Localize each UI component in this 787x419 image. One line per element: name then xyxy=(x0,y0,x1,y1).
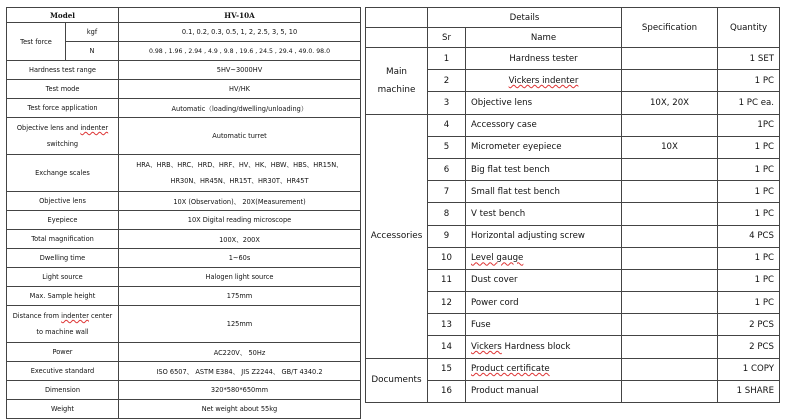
table-row xyxy=(366,247,780,269)
header-blank-cell xyxy=(366,28,428,48)
spec-value: 320*580*650mm xyxy=(119,381,361,400)
table-row xyxy=(366,136,780,158)
spec-value: AC220V、 50Hz xyxy=(119,343,361,362)
spec-row xyxy=(7,306,361,343)
item-qty: 1 PC xyxy=(718,269,780,291)
item-qty: 4 PCS xyxy=(718,225,780,247)
item-spec xyxy=(622,48,718,70)
item-spec: 10X, 20X xyxy=(622,92,718,114)
item-name: Objective lens xyxy=(466,92,622,114)
item-qty: 2 PCS xyxy=(718,336,780,358)
table-row xyxy=(366,158,780,180)
item-name-underlined: Vickers xyxy=(471,342,502,353)
spec-row xyxy=(7,211,361,230)
item-sr: 4 xyxy=(428,114,466,136)
sr-header: Sr xyxy=(428,28,466,48)
spec-label: Exchange scales xyxy=(7,155,119,192)
item-name: Product manual xyxy=(466,380,622,402)
item-qty: 1 PC xyxy=(718,247,780,269)
table-row xyxy=(366,358,780,380)
spec-label: Total magnification xyxy=(7,230,119,249)
item-spec xyxy=(622,225,718,247)
item-name-text: Vickers indenter xyxy=(508,75,579,86)
specification-header: Specification xyxy=(622,8,718,48)
item-sr: 3 xyxy=(428,92,466,114)
item-sr: 13 xyxy=(428,314,466,336)
item-qty: 1 PC xyxy=(718,158,780,180)
item-spec xyxy=(622,292,718,314)
table-row xyxy=(366,380,780,402)
item-spec xyxy=(622,358,718,380)
spec-value: Automatic（loading/dwelling/unloading） xyxy=(119,99,361,118)
spec-label-part: Objective lens and xyxy=(16,124,79,132)
spec-value: HV/HK xyxy=(119,80,361,99)
spec-label: Light source xyxy=(7,268,119,287)
quantity-header: Quantity xyxy=(718,8,780,48)
item-spec xyxy=(622,314,718,336)
item-name: Hardness tester xyxy=(466,48,622,70)
table-row xyxy=(366,292,780,314)
spec-header-row xyxy=(7,8,361,23)
table-row xyxy=(366,181,780,203)
item-qty: 1 PC ea. xyxy=(718,92,780,114)
spec-value: Halogen light source xyxy=(119,268,361,287)
spec-value: 175mm xyxy=(119,287,361,306)
section-documents: Documents xyxy=(366,358,428,402)
section-label-line: machine xyxy=(377,84,416,95)
item-spec xyxy=(622,181,718,203)
item-name: Accessory case xyxy=(466,114,622,136)
spec-label: Test force application xyxy=(7,99,119,118)
section-main-machine xyxy=(366,48,428,115)
item-spec xyxy=(622,269,718,291)
item-sr: 10 xyxy=(428,247,466,269)
spec-row xyxy=(7,80,361,99)
table-row xyxy=(366,70,780,92)
item-qty: 1 PC xyxy=(718,136,780,158)
spec-row xyxy=(7,155,361,192)
spec-row xyxy=(7,268,361,287)
spec-label xyxy=(7,306,119,343)
table-row xyxy=(366,314,780,336)
item-spec xyxy=(622,380,718,402)
spec-label: Test mode xyxy=(7,80,119,99)
item-sr: 5 xyxy=(428,136,466,158)
item-name: V test bench xyxy=(466,203,622,225)
item-spec xyxy=(622,158,718,180)
spec-row xyxy=(7,343,361,362)
spec-label-part: to machine wall xyxy=(36,328,89,336)
table-row xyxy=(366,225,780,247)
spec-row xyxy=(7,400,361,419)
table-row xyxy=(366,92,780,114)
item-sr: 16 xyxy=(428,380,466,402)
spec-label: Dimension xyxy=(7,381,119,400)
spec-value: 100X、200X xyxy=(119,230,361,249)
item-sr: 7 xyxy=(428,181,466,203)
spec-value: 1~60s xyxy=(119,249,361,268)
test-force-kgf-values: 0.1, 0.2, 0.3, 0.5, 1, 2, 2.5, 3, 5, 10 xyxy=(119,23,361,42)
spec-label-underlined: indenter xyxy=(61,312,89,320)
spec-label: Hardness test range xyxy=(7,61,119,80)
spec-row xyxy=(7,249,361,268)
item-name-rest: Hardness block xyxy=(501,342,571,353)
spec-value: 125mm xyxy=(119,306,361,343)
spec-label: Objective lens xyxy=(7,192,119,211)
item-sr: 9 xyxy=(428,225,466,247)
spec-label-part: center xyxy=(91,312,113,320)
item-qty: 1 SET xyxy=(718,48,780,70)
test-force-unit-kgf: kgf xyxy=(66,23,119,42)
item-qty: 1 PC xyxy=(718,70,780,92)
table-row xyxy=(366,203,780,225)
item-qty: 1PC xyxy=(718,114,780,136)
item-name: Micrometer eyepiece xyxy=(466,136,622,158)
spec-value xyxy=(119,155,361,192)
spec-value: Automatic turret xyxy=(119,118,361,155)
spec-value: 10X (Observation)、 20X(Measurement) xyxy=(119,192,361,211)
item-name: Fuse xyxy=(466,314,622,336)
item-sr: 2 xyxy=(428,70,466,92)
item-name: Power cord xyxy=(466,292,622,314)
test-force-n-values: 0.98 , 1.96 , 2.94 , 4.9 , 9.8 , 19.6 , 24.5 , 29.4 , 49.0. 98.0 xyxy=(119,42,361,61)
test-force-unit-n: N xyxy=(66,42,119,61)
spec-row xyxy=(7,230,361,249)
model-value: HV-10A xyxy=(119,8,361,23)
spec-label-part: Distance from xyxy=(12,312,60,320)
item-name xyxy=(466,336,622,358)
model-header: Model xyxy=(7,8,119,23)
item-qty: 1 SHARE xyxy=(718,380,780,402)
header-blank-cell xyxy=(366,8,428,28)
spec-label: Executive standard xyxy=(7,362,119,381)
item-name-text: Level gauge xyxy=(471,253,524,264)
item-sr: 14 xyxy=(428,336,466,358)
spec-row xyxy=(7,99,361,118)
spec-label: Eyepiece xyxy=(7,211,119,230)
item-name-text: Product certificate xyxy=(471,364,550,375)
spec-row xyxy=(7,118,361,155)
item-name xyxy=(466,247,622,269)
spec-value-line: HRA、HRB、HRC、HRD、HRF、HV、HK、HBW、HBS、HR15N、 xyxy=(136,161,343,169)
item-spec xyxy=(622,336,718,358)
item-sr: 12 xyxy=(428,292,466,314)
spec-row xyxy=(7,287,361,306)
parts-list-table xyxy=(365,7,780,403)
details-header: Details xyxy=(428,8,622,28)
spec-label: Power xyxy=(7,343,119,362)
spec-label: Weight xyxy=(7,400,119,419)
spec-label: Max. Sample height xyxy=(7,287,119,306)
table-row xyxy=(366,114,780,136)
item-sr: 8 xyxy=(428,203,466,225)
spec-value: ISO 6507、 ASTM E384、 JIS Z2244、 GB/T 4340.2 xyxy=(119,362,361,381)
item-name xyxy=(466,70,622,92)
item-spec xyxy=(622,70,718,92)
spec-row xyxy=(7,192,361,211)
table-row xyxy=(366,48,780,70)
item-name: Small flat test bench xyxy=(466,181,622,203)
parts-header-row xyxy=(366,8,780,28)
item-name: Horizontal adjusting screw xyxy=(466,225,622,247)
item-qty: 1 PC xyxy=(718,203,780,225)
item-sr: 6 xyxy=(428,158,466,180)
section-label-line: Main xyxy=(386,66,407,77)
item-sr: 15 xyxy=(428,358,466,380)
spec-value: 10X Digital reading microscope xyxy=(119,211,361,230)
item-spec: 10X xyxy=(622,136,718,158)
item-name: Big flat test bench xyxy=(466,158,622,180)
spec-row xyxy=(7,381,361,400)
section-accessories: Accessories xyxy=(366,114,428,358)
item-qty: 1 COPY xyxy=(718,358,780,380)
spec-label-underlined: indenter xyxy=(80,124,109,132)
table-row xyxy=(366,269,780,291)
spec-label: Dwelling time xyxy=(7,249,119,268)
name-header: Name xyxy=(466,28,622,48)
table-row xyxy=(366,336,780,358)
item-name xyxy=(466,358,622,380)
item-sr: 1 xyxy=(428,48,466,70)
item-spec xyxy=(622,247,718,269)
spec-row xyxy=(7,61,361,80)
item-qty: 1 PC xyxy=(718,292,780,314)
item-qty: 2 PCS xyxy=(718,314,780,336)
item-qty: 1 PC xyxy=(718,181,780,203)
item-spec xyxy=(622,203,718,225)
test-force-label: Test force xyxy=(7,23,66,61)
item-spec xyxy=(622,114,718,136)
spec-value-line: HR30N、HR45N、HR15T、HR30T、HR45T xyxy=(170,177,309,185)
spec-row xyxy=(7,362,361,381)
spec-label xyxy=(7,118,119,155)
spec-value: 5HV~3000HV xyxy=(119,61,361,80)
item-name: Dust cover xyxy=(466,269,622,291)
spec-row-test-force-kgf xyxy=(7,23,361,42)
spec-value: Net weight about 55kg xyxy=(119,400,361,419)
spec-label-part: switching xyxy=(46,140,79,148)
item-sr: 11 xyxy=(428,269,466,291)
specification-table xyxy=(6,7,361,419)
